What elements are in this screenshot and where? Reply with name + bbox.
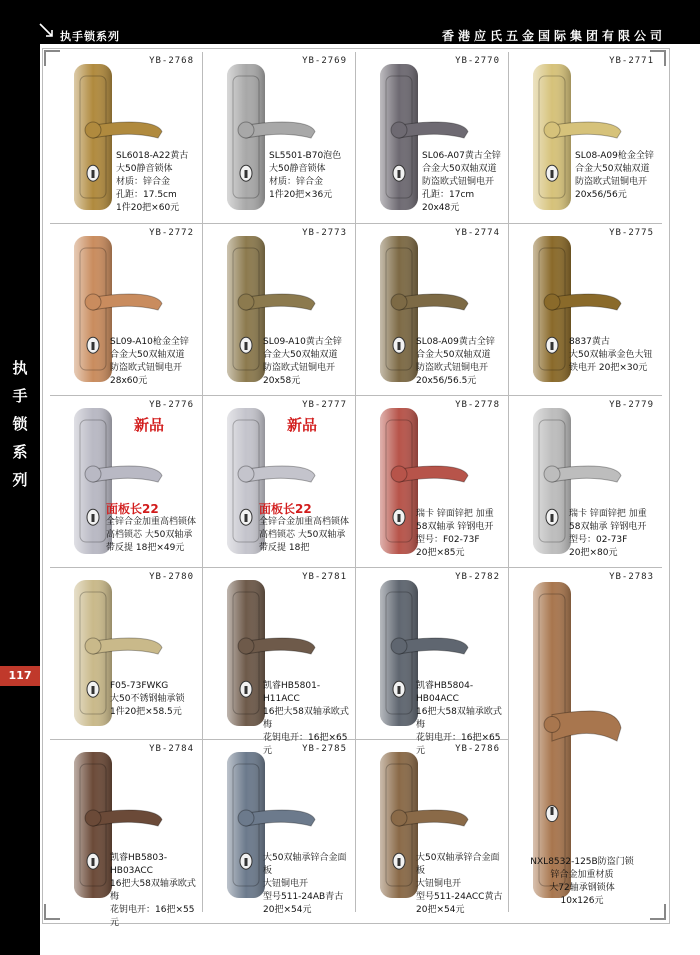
product-description: SL08-A09黄古全锌 合金大50双轴双道 防盗欧式钮铜电开 20x56/56.5元 xyxy=(416,337,495,386)
product-code: YB-2782 xyxy=(455,572,500,582)
product-cell xyxy=(509,224,662,396)
product-cell xyxy=(50,396,203,568)
product-description: SL08-A09枪金全锌 合金大50双轴双道 防盗欧式钮铜电开 20x56/56元 xyxy=(575,151,654,200)
product-cell xyxy=(203,396,356,568)
vertical-title-char: 手 xyxy=(12,387,28,405)
product-code: YB-2778 xyxy=(455,400,500,410)
product-description: 全锌合金加重高档锁体 高档锁芯 大50双轴承 带反提 18把 xyxy=(259,517,350,553)
product-code: YB-2779 xyxy=(609,400,654,410)
product-code: YB-2777 xyxy=(302,400,347,410)
product-cell xyxy=(50,740,203,928)
product-cell xyxy=(203,224,356,396)
page-number: 117 xyxy=(0,666,40,686)
product-cell xyxy=(509,568,662,912)
product-code: YB-2780 xyxy=(149,572,194,582)
product-grid xyxy=(50,52,665,928)
product-description: SL09-A10枪金全锌 合金大50双轴双道 防盗欧式钮铜电开 28x60元 xyxy=(110,337,189,386)
product-cell xyxy=(509,396,662,568)
product-code: YB-2784 xyxy=(149,744,194,754)
product-cell xyxy=(356,52,509,224)
top-bar xyxy=(0,0,700,44)
product-description: 大50双轴承锌合金面板 大钮铜电开 型号511-24ACC黄古 20把×54元 xyxy=(416,853,503,915)
section-title: 执手锁系列 xyxy=(60,30,120,43)
product-description: 凯睿HB5801-H11ACC 16把大58双轴承欧式梅 花钥电开：16把×65元 xyxy=(263,681,349,756)
product-cell xyxy=(50,52,203,224)
product-description: SL5501-B70泡色 大50静音锁体 材质：锌合金 1件20把×36元 xyxy=(269,151,342,200)
vertical-title xyxy=(0,354,40,494)
product-code: YB-2776 xyxy=(149,400,194,410)
vertical-title-char: 系 xyxy=(12,443,28,461)
product-description: 8837黄古 大50双轴承金色大钮 铁电开 20把×30元 xyxy=(569,337,653,373)
product-cell xyxy=(50,568,203,740)
product-code: YB-2771 xyxy=(609,56,654,66)
product-code: YB-2785 xyxy=(302,744,347,754)
product-description: SL06-A07黄古全锌 合金大50双轴双道 防盗欧式钮铜电开 孔距：17cm 20x48元 xyxy=(422,151,501,213)
vertical-title-char: 锁 xyxy=(12,415,28,433)
product-description: 大50双轴承锌合金面板 大钮铜电开 型号511-24AB青古 20把×54元 xyxy=(263,853,347,915)
panel-length-tag: 面板长22 xyxy=(259,502,312,516)
product-cell xyxy=(203,52,356,224)
product-description: 瑞卡 锌面锌把 加重 58双轴承 锌钢电开 型号：F02-73F 20把×85元 xyxy=(416,509,494,558)
vertical-title-char: 执 xyxy=(12,359,28,377)
product-cell xyxy=(356,740,509,915)
product-code: YB-2773 xyxy=(302,228,347,238)
product-description: SL6018-A22黄古 大50静音锁体 材质：锌合金 孔距：17.5cm 1件20把×60元 xyxy=(116,151,189,213)
sidebar xyxy=(0,44,40,955)
new-product-tag: 新品 xyxy=(134,416,165,434)
product-description: 全锌合金加重高档锁体 高档锁芯 大50双轴承 带反提 18把×49元 xyxy=(106,517,197,553)
product-cell xyxy=(356,224,509,396)
new-product-tag: 新品 xyxy=(287,416,318,434)
product-cell xyxy=(50,224,203,396)
product-description: NXL8532-125B防盗门锁 锌合金加重材质 大72轴承钢锁体 10x126元 xyxy=(530,857,634,906)
product-cell xyxy=(356,396,509,568)
product-description: SL09-A10黄古全锌 合金大50双轴双道 防盗欧式钮铜电开 20x58元 xyxy=(263,337,342,386)
arrow-icon xyxy=(38,22,58,42)
company-name: 香港应氏五金国际集团有限公司 xyxy=(441,29,666,43)
product-description: F05-73FWKG 大50不锈钢轴承锁 1件20把×58.5元 xyxy=(110,681,185,717)
product-code: YB-2774 xyxy=(455,228,500,238)
product-code: YB-2786 xyxy=(455,744,500,754)
product-code: YB-2775 xyxy=(609,228,654,238)
product-description: 瑞卡 锌面锌把 加重 58双轴承 锌钢电开 型号：02-73F 20把×80元 xyxy=(569,509,647,558)
product-code: YB-2770 xyxy=(455,56,500,66)
product-code: YB-2768 xyxy=(149,56,194,66)
product-cell xyxy=(509,52,662,224)
product-description: 凯睿HB5803-HB03ACC 16把大58双轴承欧式梅 花钥电开：16把×55元 xyxy=(110,853,196,928)
product-code: YB-2783 xyxy=(609,572,654,582)
product-cell xyxy=(203,740,356,915)
panel-length-tag: 面板长22 xyxy=(106,502,159,516)
product-code: YB-2772 xyxy=(149,228,194,238)
product-code: YB-2769 xyxy=(302,56,347,66)
product-description: 凯睿HB5804-HB04ACC 16把大58双轴承欧式梅 花钥电开：16把×65元 xyxy=(416,681,502,756)
vertical-title-char: 列 xyxy=(12,471,28,489)
product-code: YB-2781 xyxy=(302,572,347,582)
